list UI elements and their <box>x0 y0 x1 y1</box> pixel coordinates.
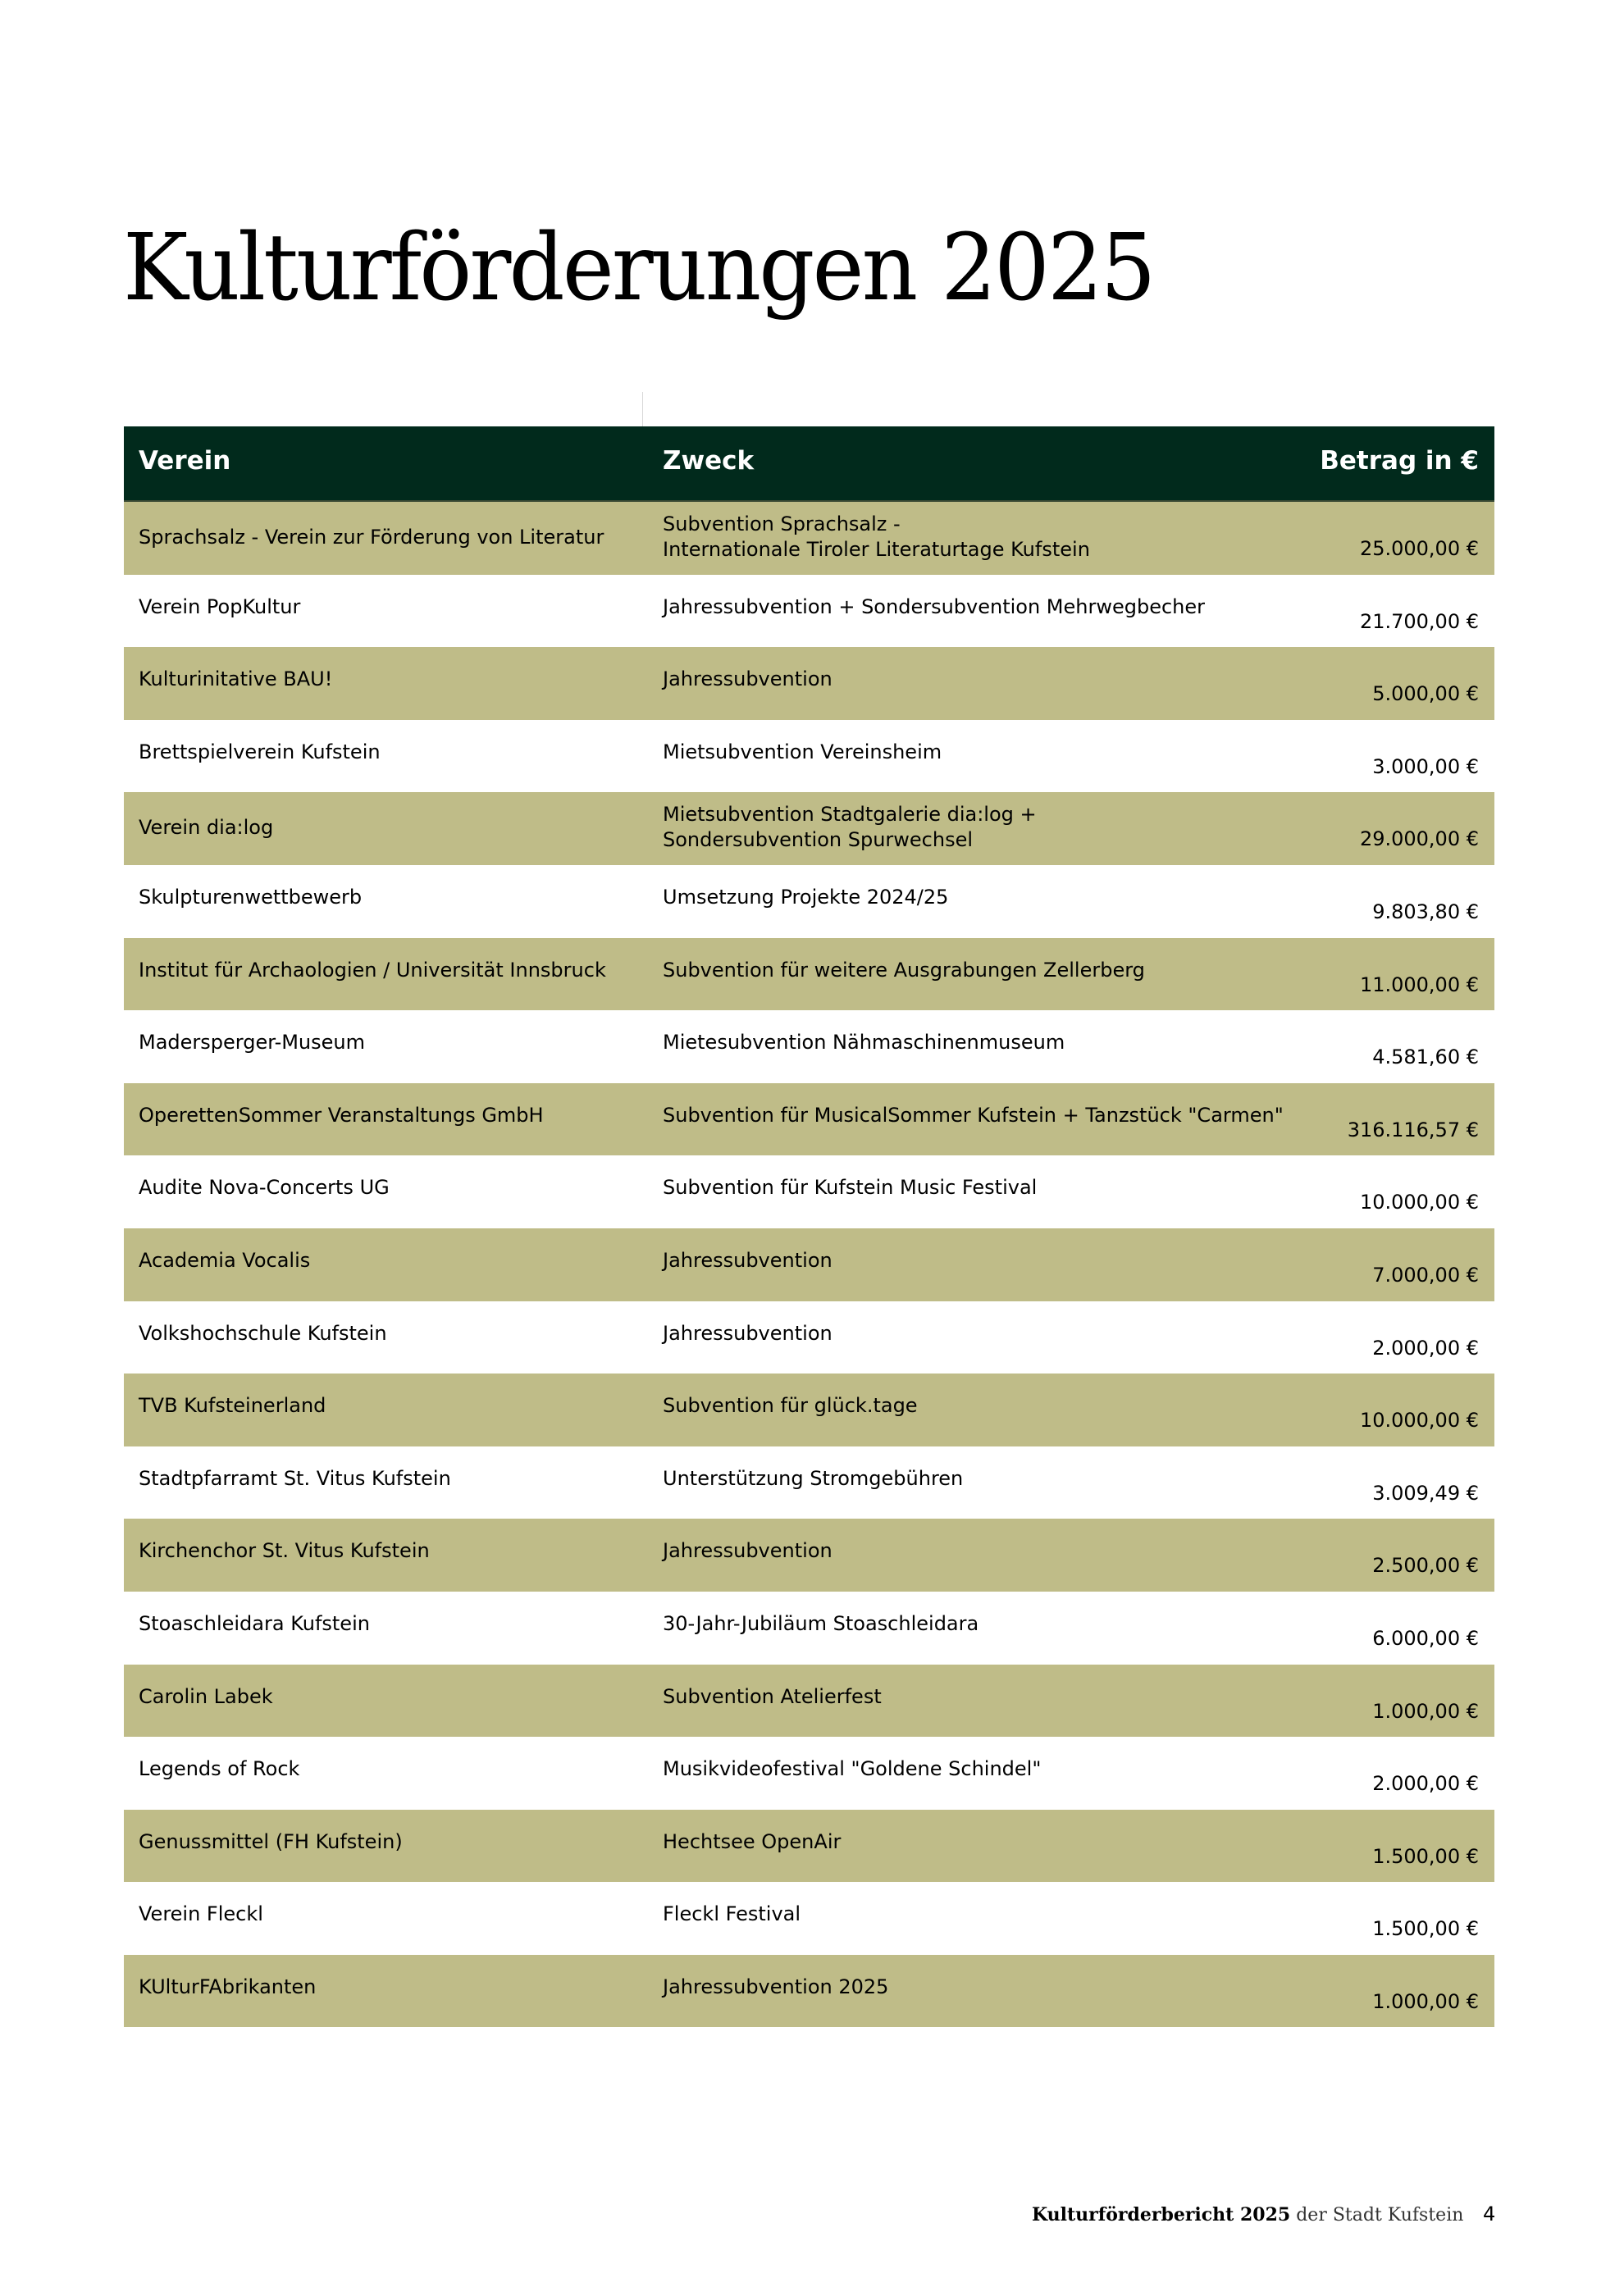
table-row <box>124 720 1494 793</box>
column-header-verein: Verein <box>139 446 231 476</box>
table-body <box>124 502 1494 2027</box>
column-header-betrag: Betrag in € <box>1320 446 1479 476</box>
cell-betrag: 5.000,00 € <box>1372 682 1479 706</box>
cell-betrag: 29.000,00 € <box>1359 827 1479 851</box>
cell-zweck <box>663 1175 1037 1200</box>
cell-zweck <box>663 802 1037 853</box>
cell-zweck <box>663 1902 801 1927</box>
table-row <box>124 1446 1494 1519</box>
cell-zweck-line: Subvention für glück.tage <box>663 1394 918 1418</box>
table-row <box>124 865 1494 938</box>
cell-zweck-line: Mietsubvention Stadtgalerie dia:log + <box>663 803 1037 827</box>
cell-zweck <box>663 1538 833 1564</box>
cell-verein: Skulpturenwettbewerb <box>139 885 363 909</box>
cell-zweck-line: Jahressubvention + Sondersubvention Mehrwegbecher <box>663 594 1206 618</box>
cell-zweck <box>663 1829 841 1855</box>
cell-zweck-line: Jahressubvention <box>663 667 833 691</box>
table-row <box>124 1592 1494 1665</box>
cell-verein: Verein PopKultur <box>139 594 301 618</box>
cell-zweck-line: Fleckl Festival <box>663 1902 801 1926</box>
cell-zweck <box>663 740 942 765</box>
cell-verein: Verein Fleckl <box>139 1902 263 1926</box>
cell-betrag: 1.000,00 € <box>1372 1989 1479 2013</box>
cell-zweck <box>663 1321 833 1346</box>
cell-betrag: 1.500,00 € <box>1372 1844 1479 1868</box>
cell-betrag: 6.000,00 € <box>1372 1626 1479 1650</box>
cell-verein: Kirchenchor St. Vitus Kufstein <box>139 1539 430 1563</box>
footer-report-light: der Stadt Kufstein <box>1296 2205 1464 2225</box>
cell-verein: KUlturFAbrikanten <box>139 1975 317 1998</box>
table-row <box>124 1083 1494 1156</box>
cell-betrag: 2.000,00 € <box>1372 1336 1479 1360</box>
cell-zweck-line: Mietesubvention Nähmaschinenmuseum <box>663 1031 1065 1055</box>
table-row <box>124 1519 1494 1592</box>
table-row <box>124 1010 1494 1083</box>
cell-zweck <box>663 1248 833 1273</box>
cell-betrag: 316.116,57 € <box>1347 1118 1479 1141</box>
footer-report-bold: Kulturförderbericht 2025 <box>1032 2204 1291 2225</box>
cell-zweck <box>663 885 948 910</box>
cell-zweck <box>663 1103 1284 1128</box>
cell-zweck-line: Jahressubvention <box>663 1321 833 1345</box>
cell-verein: Sprachsalz - Verein zur Förderung von Literatur <box>139 526 604 549</box>
cell-zweck-line: 30-Jahr-Jubiläum Stoaschleidara <box>663 1611 979 1635</box>
table-row <box>124 1155 1494 1228</box>
cell-verein: Verein dia:log <box>139 816 274 840</box>
cell-zweck-line: Jahressubvention 2025 <box>663 1975 889 1998</box>
cell-betrag: 1.000,00 € <box>1372 1699 1479 1723</box>
cell-zweck-line: Subvention für Kufstein Music Festival <box>663 1176 1038 1200</box>
cell-zweck <box>663 667 833 692</box>
cell-verein: Audite Nova-Concerts UG <box>139 1176 390 1200</box>
cell-verein: TVB Kufsteinerland <box>139 1394 326 1418</box>
cell-betrag: 25.000,00 € <box>1359 537 1479 560</box>
cell-zweck <box>663 958 1145 983</box>
table-row <box>124 1228 1494 1301</box>
cell-betrag: 2.500,00 € <box>1372 1554 1479 1578</box>
table-row <box>124 792 1494 865</box>
table-row <box>124 1665 1494 1738</box>
cell-zweck-line: Musikvideofestival "Goldene Schindel" <box>663 1757 1042 1781</box>
cell-zweck-line: Umsetzung Projekte 2024/25 <box>663 885 949 909</box>
cell-verein: Stadtpfarramt St. Vitus Kufstein <box>139 1466 451 1490</box>
cell-betrag: 4.581,60 € <box>1372 1046 1479 1069</box>
cell-betrag: 11.000,00 € <box>1359 973 1479 996</box>
cell-verein: Kulturinitative BAU! <box>139 667 333 691</box>
cell-verein: Genussmittel (FH Kufstein) <box>139 1829 403 1853</box>
cell-zweck <box>663 594 1205 620</box>
cell-zweck <box>663 1756 1041 1782</box>
cell-verein: Stoaschleidara Kufstein <box>139 1611 370 1635</box>
cell-verein: Academia Vocalis <box>139 1248 311 1272</box>
cell-zweck <box>663 512 1090 563</box>
cell-zweck-line: Mietsubvention Vereinsheim <box>663 740 942 763</box>
table-row <box>124 1955 1494 2028</box>
table-row <box>124 1810 1494 1883</box>
cell-zweck-line: Subvention für weitere Ausgrabungen Zellerberg <box>663 958 1145 982</box>
cell-zweck-line: Hechtsee OpenAir <box>663 1829 842 1853</box>
cell-zweck-line: Subvention Atelierfest <box>663 1684 882 1708</box>
cell-zweck <box>663 1030 1065 1055</box>
cell-verein: Institut für Archaologien / Universität Innsbruck <box>139 958 606 982</box>
cell-verein: Brettspielverein Kufstein <box>139 740 381 763</box>
table-row <box>124 938 1494 1011</box>
table-row <box>124 502 1494 575</box>
table-row <box>124 647 1494 720</box>
funding-table <box>124 426 1494 2027</box>
cell-zweck <box>663 1393 918 1419</box>
cell-verein: Volkshochschule Kufstein <box>139 1321 387 1345</box>
table-row <box>124 1374 1494 1446</box>
cell-betrag: 1.500,00 € <box>1372 1917 1479 1941</box>
divider-line <box>642 392 643 426</box>
page-number: 4 <box>1483 2203 1496 2225</box>
cell-zweck-line: Sondersubvention Spurwechsel <box>663 828 974 852</box>
cell-zweck-line: Jahressubvention <box>663 1248 833 1272</box>
cell-verein: Legends of Rock <box>139 1757 300 1781</box>
cell-betrag: 2.000,00 € <box>1372 1772 1479 1796</box>
cell-verein: Madersperger-Museum <box>139 1031 365 1055</box>
cell-zweck-line: Subvention für MusicalSommer Kufstein + Tanzstück "Carmen" <box>663 1103 1284 1127</box>
cell-betrag: 3.000,00 € <box>1372 754 1479 778</box>
cell-zweck-line: Subvention Sprachsalz - <box>663 512 901 535</box>
cell-zweck-line: Internationale Tiroler Literaturtage Kufstein <box>663 538 1090 561</box>
page-title: Kulturförderungen 2025 <box>123 215 1154 321</box>
footer-report-title <box>1032 2204 1463 2225</box>
cell-zweck <box>663 1975 888 2000</box>
cell-verein: OperettenSommer Veranstaltungs GmbH <box>139 1103 544 1127</box>
cell-betrag: 10.000,00 € <box>1359 1409 1479 1433</box>
table-row <box>124 575 1494 648</box>
table-row <box>124 1737 1494 1810</box>
cell-zweck-line: Jahressubvention <box>663 1539 833 1563</box>
cell-betrag: 7.000,00 € <box>1372 1263 1479 1287</box>
cell-betrag: 21.700,00 € <box>1359 609 1479 633</box>
cell-betrag: 9.803,80 € <box>1372 900 1479 923</box>
cell-zweck <box>663 1611 979 1637</box>
table-header <box>124 426 1494 502</box>
cell-verein: Carolin Labek <box>139 1684 273 1708</box>
table-row <box>124 1882 1494 1955</box>
column-header-zweck: Zweck <box>663 446 755 476</box>
cell-zweck-line: Unterstützung Stromgebühren <box>663 1466 964 1490</box>
table-row <box>124 1301 1494 1374</box>
cell-zweck <box>663 1684 882 1710</box>
cell-betrag: 3.009,49 € <box>1372 1481 1479 1505</box>
cell-zweck <box>663 1466 963 1492</box>
cell-betrag: 10.000,00 € <box>1359 1191 1479 1214</box>
